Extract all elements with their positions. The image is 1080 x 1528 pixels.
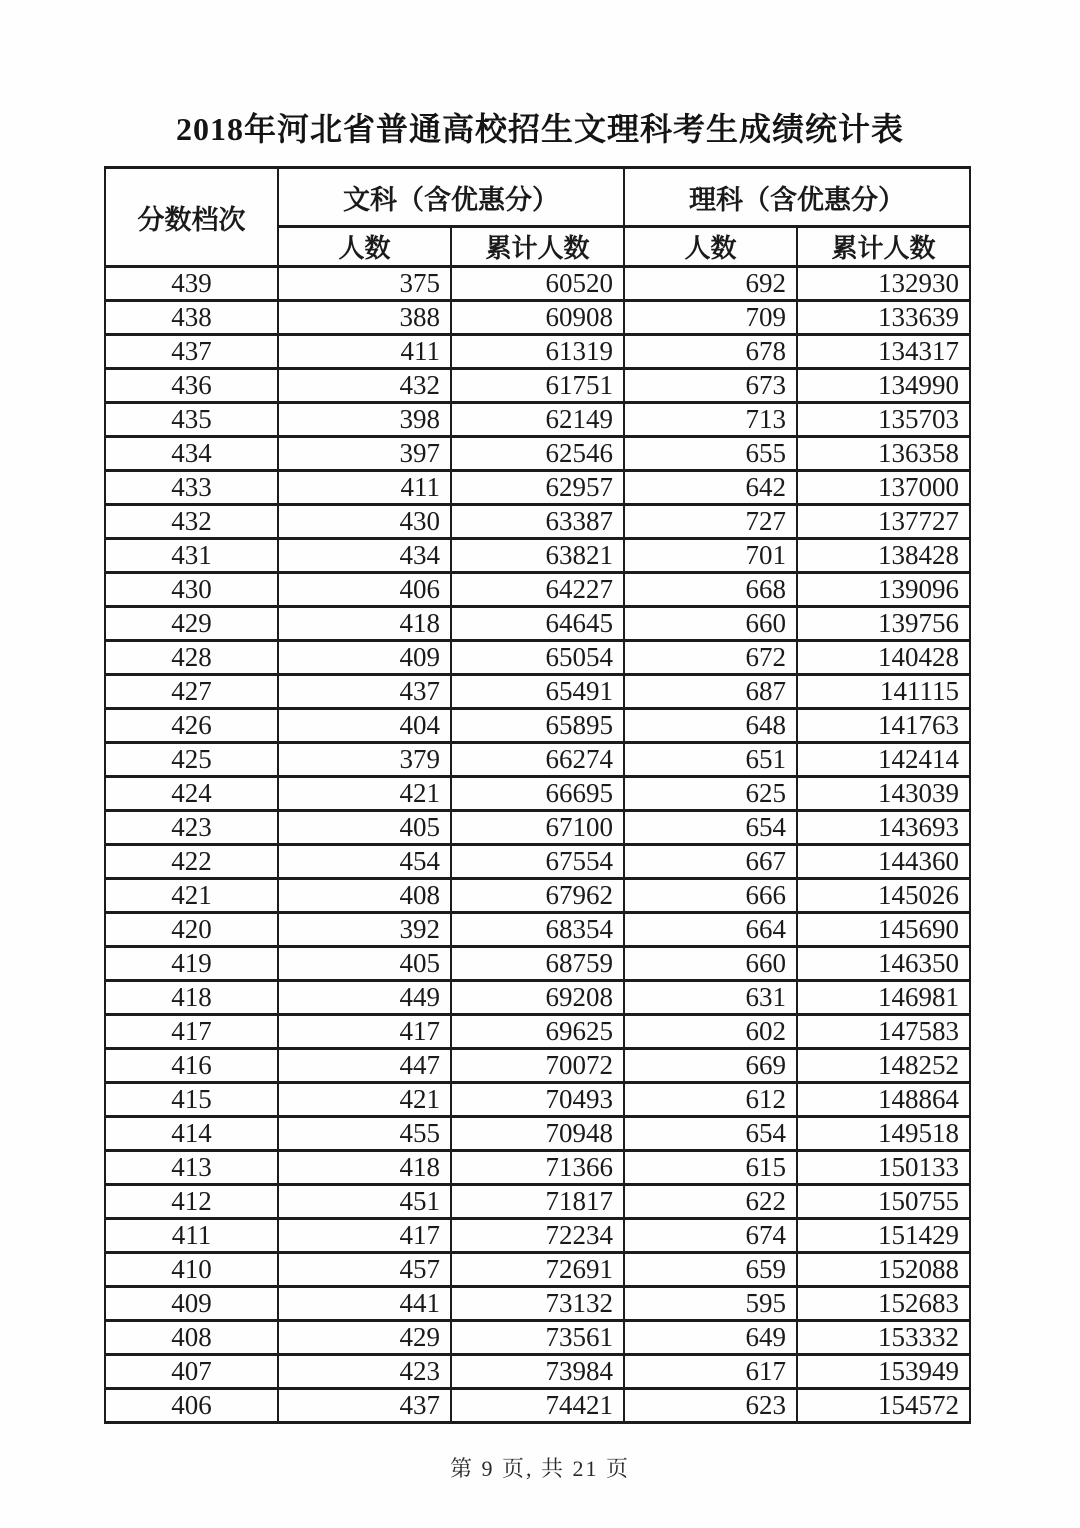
science-cumulative-cell: 145690 — [797, 913, 970, 947]
science-count-cell: 678 — [624, 335, 797, 369]
score-level-cell: 439 — [105, 267, 278, 301]
science-count-cell: 673 — [624, 369, 797, 403]
liberal-arts-count-cell: 421 — [278, 777, 451, 811]
liberal-arts-cumulative-cell: 68354 — [451, 913, 624, 947]
science-count-cell: 713 — [624, 403, 797, 437]
table-row — [105, 743, 970, 777]
score-level-cell: 413 — [105, 1151, 278, 1185]
science-count-cell: 612 — [624, 1083, 797, 1117]
science-count-cell: 654 — [624, 811, 797, 845]
liberal-arts-cumulative-cell: 70072 — [451, 1049, 624, 1083]
science-count-cell: 654 — [624, 1117, 797, 1151]
liberal-arts-cumulative-cell: 66274 — [451, 743, 624, 777]
liberal-arts-cumulative-cell: 72691 — [451, 1253, 624, 1287]
liberal-arts-count-cell: 417 — [278, 1015, 451, 1049]
liberal-arts-cumulative-cell: 73561 — [451, 1321, 624, 1355]
liberal-arts-cumulative-cell: 66695 — [451, 777, 624, 811]
science-cumulative-cell: 149518 — [797, 1117, 970, 1151]
liberal-arts-count-cell: 409 — [278, 641, 451, 675]
science-count-cell: 660 — [624, 607, 797, 641]
science-count-cell: 669 — [624, 1049, 797, 1083]
liberal-arts-count-cell: 437 — [278, 675, 451, 709]
liberal-arts-cumulative-cell: 70493 — [451, 1083, 624, 1117]
liberal-arts-count-cell: 455 — [278, 1117, 451, 1151]
liberal-arts-cumulative-cell: 71366 — [451, 1151, 624, 1185]
liberal-arts-count-cell: 375 — [278, 267, 451, 301]
score-level-cell: 432 — [105, 505, 278, 539]
science-cumulative-cell: 134990 — [797, 369, 970, 403]
science-count-cell: 617 — [624, 1355, 797, 1389]
score-level-cell: 408 — [105, 1321, 278, 1355]
table-row — [105, 879, 970, 913]
score-level-cell: 415 — [105, 1083, 278, 1117]
science-count-cell: 649 — [624, 1321, 797, 1355]
table-row — [105, 811, 970, 845]
science-cumulative-cell: 151429 — [797, 1219, 970, 1253]
liberal-arts-count-cell: 430 — [278, 505, 451, 539]
science-count-cell: 664 — [624, 913, 797, 947]
science-cumulative-cell: 137727 — [797, 505, 970, 539]
liberal-arts-cumulative-cell: 69208 — [451, 981, 624, 1015]
score-level-cell: 433 — [105, 471, 278, 505]
score-level-cell: 426 — [105, 709, 278, 743]
science-cumulative-cell: 154572 — [797, 1389, 970, 1423]
science-count-cell: 623 — [624, 1389, 797, 1423]
score-table — [104, 166, 971, 1424]
liberal-arts-cumulative-cell: 73984 — [451, 1355, 624, 1389]
liberal-arts-cumulative-cell: 62957 — [451, 471, 624, 505]
score-level-cell: 424 — [105, 777, 278, 811]
liberal-arts-cumulative-cell: 71817 — [451, 1185, 624, 1219]
science-count-cell: 692 — [624, 267, 797, 301]
score-level-cell: 422 — [105, 845, 278, 879]
score-level-cell: 437 — [105, 335, 278, 369]
score-level-cell: 429 — [105, 607, 278, 641]
table-row — [105, 539, 970, 573]
score-level-cell: 414 — [105, 1117, 278, 1151]
score-level-cell: 419 — [105, 947, 278, 981]
liberal-arts-count-cell: 406 — [278, 573, 451, 607]
score-table-header — [105, 168, 970, 267]
liberal-arts-cumulative-cell: 64227 — [451, 573, 624, 607]
science-cumulative-cell: 136358 — [797, 437, 970, 471]
table-row — [105, 1219, 970, 1253]
liberal-arts-count-cell: 392 — [278, 913, 451, 947]
science-cumulative-cell: 146981 — [797, 981, 970, 1015]
science-cumulative-cell: 145026 — [797, 879, 970, 913]
liberal-arts-count-cell: 411 — [278, 471, 451, 505]
page-title: 2018年河北省普通高校招生文理科考生成绩统计表 — [175, 111, 904, 147]
table-row — [105, 403, 970, 437]
table-row — [105, 301, 970, 335]
science-count-cell: 727 — [624, 505, 797, 539]
liberal-arts-count-cell: 429 — [278, 1321, 451, 1355]
table-row — [105, 675, 970, 709]
science-cumulative-cell: 152683 — [797, 1287, 970, 1321]
liberal-arts-count-cell: 405 — [278, 811, 451, 845]
score-level-cell: 425 — [105, 743, 278, 777]
liberal-arts-count-cell: 411 — [278, 335, 451, 369]
table-row — [105, 335, 970, 369]
science-count-cell: 602 — [624, 1015, 797, 1049]
science-cumulative-cell: 137000 — [797, 471, 970, 505]
liberal-arts-cumulative-cell: 68759 — [451, 947, 624, 981]
table-row — [105, 267, 970, 301]
science-cumulative-cell: 148252 — [797, 1049, 970, 1083]
liberal-arts-cumulative-cell: 60908 — [451, 301, 624, 335]
science-cumulative-cell: 139756 — [797, 607, 970, 641]
liberal-arts-cumulative-cell: 62149 — [451, 403, 624, 437]
table-row — [105, 1185, 970, 1219]
science-count-cell: 667 — [624, 845, 797, 879]
liberal-arts-count-cell: 457 — [278, 1253, 451, 1287]
table-row — [105, 1389, 970, 1423]
score-level-cell: 438 — [105, 301, 278, 335]
science-cumulative-cell: 140428 — [797, 641, 970, 675]
table-row — [105, 437, 970, 471]
table-row — [105, 1253, 970, 1287]
liberal-arts-count-cell: 417 — [278, 1219, 451, 1253]
table-row — [105, 947, 970, 981]
science-cumulative-cell: 147583 — [797, 1015, 970, 1049]
score-level-cell: 409 — [105, 1287, 278, 1321]
liberal-arts-count-cell: 441 — [278, 1287, 451, 1321]
science-count-cell: 631 — [624, 981, 797, 1015]
table-row — [105, 709, 970, 743]
science-cumulative-cell: 153332 — [797, 1321, 970, 1355]
table-row — [105, 1355, 970, 1389]
science-cumulative-cell: 139096 — [797, 573, 970, 607]
score-level-cell: 410 — [105, 1253, 278, 1287]
science-count-cell: 622 — [624, 1185, 797, 1219]
science-cumulative-cell: 141115 — [797, 675, 970, 709]
score-level-cell: 430 — [105, 573, 278, 607]
score-level-cell: 418 — [105, 981, 278, 1015]
liberal-arts-count-cell: 405 — [278, 947, 451, 981]
science-cumulative-cell: 142414 — [797, 743, 970, 777]
score-level-cell: 431 — [105, 539, 278, 573]
page-number: 第 9 页, 共 21 页 — [449, 1456, 630, 1481]
liberal-arts-cumulative-cell: 73132 — [451, 1287, 624, 1321]
science-cumulative-cell: 150755 — [797, 1185, 970, 1219]
header-science-group: 理科（含优惠分） — [624, 168, 970, 227]
science-cumulative-cell: 141763 — [797, 709, 970, 743]
liberal-arts-count-cell: 451 — [278, 1185, 451, 1219]
liberal-arts-count-cell: 418 — [278, 607, 451, 641]
header-score-level: 分数档次 — [105, 168, 278, 267]
header-row-groups — [105, 168, 970, 227]
table-row — [105, 777, 970, 811]
header-liberal-arts-count: 人数 — [278, 227, 451, 267]
science-count-cell: 655 — [624, 437, 797, 471]
score-level-cell: 435 — [105, 403, 278, 437]
liberal-arts-count-cell: 454 — [278, 845, 451, 879]
header-liberal-arts-cumulative: 累计人数 — [451, 227, 624, 267]
science-count-cell: 674 — [624, 1219, 797, 1253]
science-cumulative-cell: 144360 — [797, 845, 970, 879]
score-level-cell: 428 — [105, 641, 278, 675]
liberal-arts-cumulative-cell: 67100 — [451, 811, 624, 845]
liberal-arts-count-cell: 408 — [278, 879, 451, 913]
science-cumulative-cell: 153949 — [797, 1355, 970, 1389]
table-row — [105, 369, 970, 403]
science-count-cell: 668 — [624, 573, 797, 607]
science-cumulative-cell: 146350 — [797, 947, 970, 981]
science-cumulative-cell: 132930 — [797, 267, 970, 301]
liberal-arts-cumulative-cell: 67554 — [451, 845, 624, 879]
science-count-cell: 709 — [624, 301, 797, 335]
science-count-cell: 648 — [624, 709, 797, 743]
science-cumulative-cell: 134317 — [797, 335, 970, 369]
table-row — [105, 981, 970, 1015]
score-level-cell: 416 — [105, 1049, 278, 1083]
liberal-arts-count-cell: 434 — [278, 539, 451, 573]
science-cumulative-cell: 135703 — [797, 403, 970, 437]
liberal-arts-cumulative-cell: 60520 — [451, 267, 624, 301]
liberal-arts-count-cell: 449 — [278, 981, 451, 1015]
table-row — [105, 471, 970, 505]
liberal-arts-cumulative-cell: 65054 — [451, 641, 624, 675]
liberal-arts-count-cell: 379 — [278, 743, 451, 777]
liberal-arts-count-cell: 423 — [278, 1355, 451, 1389]
table-row — [105, 1151, 970, 1185]
science-count-cell: 615 — [624, 1151, 797, 1185]
science-cumulative-cell: 148864 — [797, 1083, 970, 1117]
table-row — [105, 845, 970, 879]
science-count-cell: 687 — [624, 675, 797, 709]
table-row — [105, 1015, 970, 1049]
science-count-cell: 666 — [624, 879, 797, 913]
liberal-arts-cumulative-cell: 70948 — [451, 1117, 624, 1151]
liberal-arts-count-cell: 397 — [278, 437, 451, 471]
liberal-arts-cumulative-cell: 63821 — [451, 539, 624, 573]
table-row — [105, 641, 970, 675]
score-table-body — [105, 267, 970, 1423]
score-level-cell: 417 — [105, 1015, 278, 1049]
table-row — [105, 505, 970, 539]
science-count-cell: 595 — [624, 1287, 797, 1321]
liberal-arts-count-cell: 432 — [278, 369, 451, 403]
liberal-arts-cumulative-cell: 72234 — [451, 1219, 624, 1253]
science-count-cell: 701 — [624, 539, 797, 573]
header-science-cumulative: 累计人数 — [797, 227, 970, 267]
score-level-cell: 407 — [105, 1355, 278, 1389]
science-cumulative-cell: 150133 — [797, 1151, 970, 1185]
liberal-arts-cumulative-cell: 74421 — [451, 1389, 624, 1423]
header-science-count: 人数 — [624, 227, 797, 267]
score-level-cell: 436 — [105, 369, 278, 403]
score-level-cell: 406 — [105, 1389, 278, 1423]
score-level-cell: 411 — [105, 1219, 278, 1253]
liberal-arts-cumulative-cell: 65895 — [451, 709, 624, 743]
science-count-cell: 660 — [624, 947, 797, 981]
liberal-arts-count-cell: 437 — [278, 1389, 451, 1423]
score-level-cell: 434 — [105, 437, 278, 471]
science-cumulative-cell: 152088 — [797, 1253, 970, 1287]
score-level-cell: 412 — [105, 1185, 278, 1219]
table-row — [105, 913, 970, 947]
header-liberal-arts-group: 文科（含优惠分） — [278, 168, 624, 227]
liberal-arts-cumulative-cell: 61319 — [451, 335, 624, 369]
liberal-arts-cumulative-cell: 69625 — [451, 1015, 624, 1049]
science-cumulative-cell: 133639 — [797, 301, 970, 335]
science-count-cell: 672 — [624, 641, 797, 675]
science-count-cell: 659 — [624, 1253, 797, 1287]
liberal-arts-count-cell: 421 — [278, 1083, 451, 1117]
table-row — [105, 1083, 970, 1117]
liberal-arts-count-cell: 418 — [278, 1151, 451, 1185]
table-row — [105, 1287, 970, 1321]
table-row — [105, 1049, 970, 1083]
table-row — [105, 1117, 970, 1151]
score-level-cell: 420 — [105, 913, 278, 947]
table-row — [105, 1321, 970, 1355]
science-count-cell: 651 — [624, 743, 797, 777]
liberal-arts-count-cell: 388 — [278, 301, 451, 335]
science-cumulative-cell: 143693 — [797, 811, 970, 845]
science-count-cell: 642 — [624, 471, 797, 505]
science-count-cell: 625 — [624, 777, 797, 811]
science-cumulative-cell: 143039 — [797, 777, 970, 811]
table-row — [105, 573, 970, 607]
liberal-arts-count-cell: 447 — [278, 1049, 451, 1083]
liberal-arts-cumulative-cell: 65491 — [451, 675, 624, 709]
score-level-cell: 421 — [105, 879, 278, 913]
table-row — [105, 607, 970, 641]
liberal-arts-count-cell: 404 — [278, 709, 451, 743]
liberal-arts-cumulative-cell: 62546 — [451, 437, 624, 471]
liberal-arts-count-cell: 398 — [278, 403, 451, 437]
liberal-arts-cumulative-cell: 67962 — [451, 879, 624, 913]
liberal-arts-cumulative-cell: 64645 — [451, 607, 624, 641]
liberal-arts-cumulative-cell: 61751 — [451, 369, 624, 403]
science-cumulative-cell: 138428 — [797, 539, 970, 573]
liberal-arts-cumulative-cell: 63387 — [451, 505, 624, 539]
score-level-cell: 423 — [105, 811, 278, 845]
score-level-cell: 427 — [105, 675, 278, 709]
